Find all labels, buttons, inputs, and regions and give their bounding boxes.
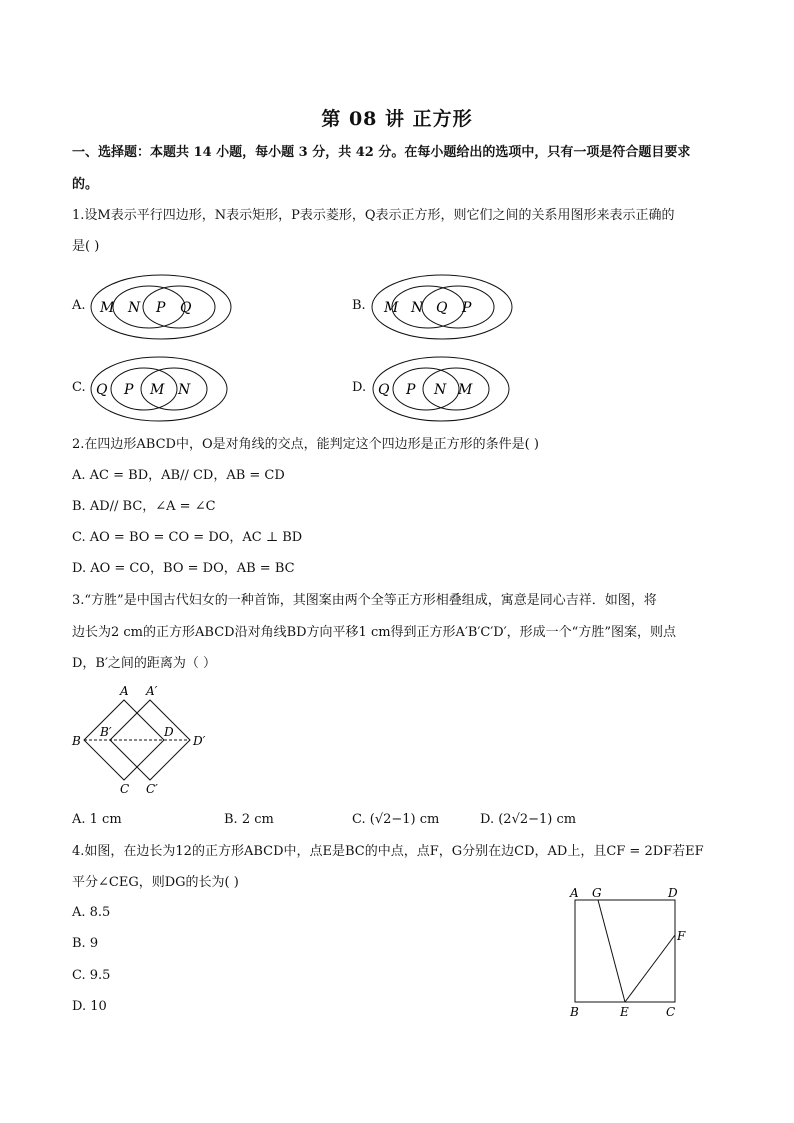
q4-label-c: C: [666, 1005, 676, 1019]
q3-option-c: C. (√2−1) cm: [352, 812, 440, 827]
section-heading-line2: 的。: [72, 177, 99, 192]
q1-venn-d: [370, 352, 516, 426]
q1-b-left-label: N: [411, 300, 424, 316]
q2-option-d: D. AO = CO，BO = DO，AB = BC: [72, 561, 295, 576]
q1-a-center-label: P: [156, 300, 166, 316]
q1-d-center-label: N: [434, 382, 447, 398]
q3-option-b: B. 2 cm: [224, 812, 274, 827]
q3-option-a: A. 1 cm: [72, 812, 122, 827]
q1-c-center-label: M: [150, 382, 165, 398]
q1-c-left-label: P: [124, 382, 134, 398]
q1-c-right-label: N: [178, 382, 191, 398]
section-heading-line1: 一、选择题：本题共 14 小题，每小题 3 分，共 42 分。在每小题给出的选项中，只有一项是符合题目要求: [72, 145, 691, 160]
q1-c-outer-label: Q: [96, 382, 108, 398]
q1-a-left-label: N: [128, 300, 141, 316]
q3-fangsheng-figure: [68, 682, 218, 798]
q3-label-c: C: [120, 782, 130, 796]
q2-option-b: B. AD// BC，∠A = ∠C: [72, 499, 216, 514]
q1-option-c-label: C.: [72, 380, 86, 395]
q2-stem: 2.在四边形ABCD中，O是对角线的交点，能判定这个四边形是正方形的条件是( ): [72, 437, 539, 452]
q1-b-outer-label: M: [384, 300, 399, 316]
q1-d-left-label: P: [406, 382, 416, 398]
q4-option-a: A. 8.5: [72, 905, 111, 920]
q4-label-b: B: [570, 1005, 579, 1019]
q4-option-b: B. 9: [72, 936, 99, 951]
q1-option-d-label: D.: [352, 380, 367, 395]
q1-venn-a: [88, 270, 234, 344]
q4-label-e: E: [620, 1005, 629, 1019]
q4-option-d: D. 10: [72, 999, 107, 1014]
q1-venn-b: [370, 270, 516, 344]
q1-option-b-label: B.: [352, 298, 366, 313]
q1-a-right-label: Q: [180, 300, 192, 316]
q4-square-figure: [560, 882, 700, 1022]
q4-label-g: G: [592, 886, 602, 900]
q3-stem-line3: D，B′之间的距离为（ ）: [72, 656, 217, 671]
page-title: 第 08 讲 正方形: [321, 108, 473, 130]
q3-stem-line1: 3.“方胜”是中国古代妇女的一种首饰，其图案由两个全等正方形相叠组成，寓意是同心吉祥．如图，将: [72, 593, 657, 608]
q4-label-a: A: [570, 886, 579, 900]
q1-a-outer-label: M: [100, 300, 115, 316]
q4-stem-line2: 平分∠CEG，则DG的长为( ): [72, 875, 239, 890]
q4-label-f: F: [677, 929, 686, 943]
q3-label-a: A: [120, 684, 129, 698]
q4-stem-line1: 4.如图，在边长为12的正方形ABCD中，点E是BC的中点，点F，G分别在边CD，AD上，且CF = 2DF若EF: [72, 844, 704, 859]
q3-stem-line2: 边长为2 cm的正方形ABCD沿对角线BD方向平移1 cm得到正方形A′B′C′D′，形成一个“方胜”图案，则点: [72, 625, 676, 640]
q1-b-center-label: Q: [436, 300, 448, 316]
q1-b-right-label: P: [462, 300, 472, 316]
q3-label-c-prime: C′: [146, 782, 158, 796]
q1-venn-c: [88, 352, 234, 426]
q3-label-b-prime: B′: [100, 725, 112, 739]
q3-label-d: D: [164, 725, 174, 739]
q1-d-right-label: M: [458, 382, 473, 398]
q4-label-d: D: [668, 886, 678, 900]
q1-d-outer-label: Q: [378, 382, 390, 398]
q4-option-c: C. 9.5: [72, 968, 111, 983]
q2-option-a: A. AC = BD，AB// CD，AB = CD: [72, 468, 285, 483]
q3-option-d: D. (2√2−1) cm: [480, 812, 577, 827]
q3-label-a-prime: A′: [146, 684, 158, 698]
q3-label-d-prime: D′: [193, 734, 206, 748]
q1-stem-line1: 1.设M表示平行四边形，N表示矩形，P表示菱形，Q表示正方形，则它们之间的关系用图形来表示正确的: [72, 208, 675, 223]
q1-option-a-label: A.: [72, 298, 86, 313]
q3-label-b: B: [72, 734, 81, 748]
q2-option-c: C. AO = BO = CO = DO，AC ⊥ BD: [72, 530, 303, 545]
q1-stem-line2: 是( ): [72, 239, 100, 254]
